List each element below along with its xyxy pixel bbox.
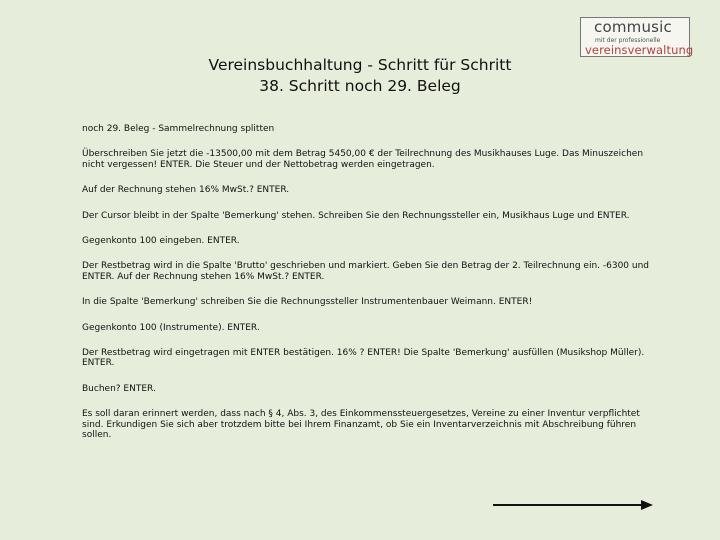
instruction-text <box>82 124 657 456</box>
logo-tagline: mit der professionelle <box>595 37 661 44</box>
paragraph: Der Restbetrag wird in die Spalte 'Brutto' geschrieben und markiert. Geben Sie den Betrag der 2. Teilrechnung ein. -6300 und ENTER. Auf der Rechnung stehen 16% MwSt.? ENTER. <box>82 261 650 282</box>
logo-main-text: commusic <box>594 18 672 36</box>
commusic-logo <box>580 17 694 57</box>
paragraph: Auf der Rechnung stehen 16% MwSt.? ENTER. <box>82 185 290 196</box>
paragraph: Es soll daran erinnert werden, dass nach § 4, Abs. 3, des Einkommenssteuergesetzes, Vereine zu einer Inventur verpflichtet sind. Erkundigen Sie sich aber trotzdem bitte bei Ihrem Finanzamt, ob Sie ein Inventarverzeichnis mit Abschreibung führen sollen. <box>82 409 640 441</box>
paragraph: Der Cursor bleibt in der Spalte 'Bemerkung' stehen. Schreiben Sie den Rechnungssteller ein, Musikhaus Luge und ENTER. <box>82 210 630 221</box>
paragraph: In die Spalte 'Bemerkung' schreiben Sie die Rechnungssteller Instrumentenbauer Weimann. ENTER! <box>82 297 533 308</box>
slide-title <box>0 55 720 97</box>
paragraph: Buchen? ENTER. <box>82 383 156 394</box>
title-line-2: 38. Schritt noch 29. Beleg <box>259 77 461 95</box>
paragraph: Der Restbetrag wird eingetragen mit ENTER bestätigen. 16% ? ENTER! Die Spalte 'Bemerkung' ausfüllen (Musikshop Müller). ENTER. <box>82 348 645 369</box>
paragraph: Überschreiben Sie jetzt die -13500,00 mit dem Betrag 5450,00 € der Teilrechnung des Musikhauses Luge. Das Minuszeichen nicht vergessen! ENTER. Die Steuer und der Nettobetrag werden eingetragen. <box>82 149 644 170</box>
paragraph: Gegenkonto 100 eingeben. ENTER. <box>82 236 240 247</box>
title-line-1: Vereinsbuchhaltung - Schritt für Schritt <box>208 56 512 74</box>
logo-sub-text: vereinsverwaltung <box>585 43 694 57</box>
paragraph: Gegenkonto 100 (Instrumente). ENTER. <box>82 322 260 333</box>
arrow-right-icon[interactable] <box>493 499 653 511</box>
paragraph-subtitle: noch 29. Beleg - Sammelrechnung splitten <box>82 124 275 134</box>
